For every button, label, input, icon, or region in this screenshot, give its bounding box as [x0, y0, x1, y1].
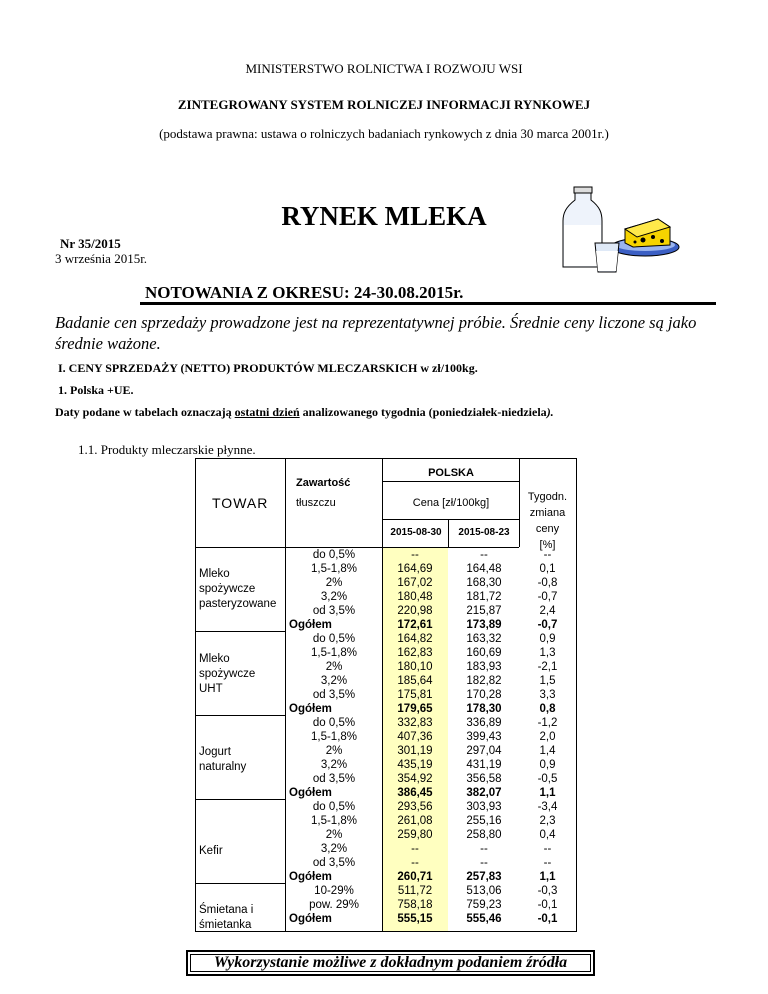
- fat-header-1: Zawartość: [296, 477, 351, 489]
- product-uht-milk: Mleko spożywcze UHT: [199, 653, 256, 695]
- table-cell-c: 2,3: [539, 815, 556, 827]
- table-cell-b: 182,82: [466, 675, 502, 687]
- source-notice: Wykorzystanie możliwe z dokładnym podaniem źródła: [186, 950, 595, 976]
- table-cell-b: 258,80: [466, 829, 502, 841]
- table-cell-fat: od 3,5%: [312, 773, 356, 785]
- table-cell-fat: Ogółem: [289, 619, 332, 631]
- period-heading: NOTOWANIA Z OKRESU: 24-30.08.2015r.: [145, 283, 464, 302]
- fat-header-2: tłuszczu: [296, 497, 336, 509]
- table-cell-a: 185,64: [397, 675, 433, 687]
- issue-number: Nr 35/2015: [60, 236, 121, 251]
- table-cell-a: 511,72: [397, 885, 433, 897]
- table-cell-b: 431,19: [466, 759, 502, 771]
- product-cream: Śmietana i śmietanka: [199, 904, 254, 931]
- country-header: POLSKA: [428, 467, 474, 479]
- table-cell-c: -3,4: [537, 801, 558, 813]
- table-cell-fat: do 0,5%: [312, 633, 356, 645]
- table-cell-a: 179,65: [397, 703, 433, 715]
- table-cell-c: 1,1: [539, 871, 556, 883]
- table-cell-a: 180,10: [397, 661, 433, 673]
- table-cell-c: --: [543, 857, 552, 869]
- table-cell-b: 257,83: [466, 871, 502, 883]
- table-cell-fat: 2%: [325, 661, 343, 673]
- table-cell-a: --: [411, 843, 419, 855]
- date-previous: 2015-08-23: [458, 527, 510, 538]
- table-cell-c: -0,7: [537, 591, 558, 603]
- table-cell-b: 356,58: [466, 773, 502, 785]
- dates-note: Daty podane w tabelach oznaczają ostatni dzień analizowanego tygodnia (poniedziałek-niedziela).: [55, 405, 554, 419]
- table-cell-fat: 1,5-1,8%: [310, 563, 358, 575]
- table-cell-b: 336,89: [466, 717, 502, 729]
- table-cell-c: 0,9: [539, 759, 556, 771]
- table-cell-b: 170,28: [466, 689, 502, 701]
- table-cell-b: 303,93: [466, 801, 502, 813]
- table-cell-b: 297,04: [466, 745, 502, 757]
- table-cell-c: -0,8: [537, 577, 558, 589]
- divider: [140, 302, 716, 305]
- table-cell-b: 178,30: [466, 703, 502, 715]
- table-cell-b: 382,07: [466, 787, 502, 799]
- table-cell-a: 354,92: [397, 773, 433, 785]
- table-cell-b: 759,23: [466, 899, 502, 911]
- table-cell-c: 1,3: [539, 647, 556, 659]
- table-cell-b: 173,89: [466, 619, 502, 631]
- table-cell-c: -0,3: [537, 885, 558, 897]
- table-cell-c: 1,4: [539, 745, 556, 757]
- table-cell-fat: 10-29%: [314, 885, 354, 897]
- table-cell-b: --: [480, 857, 488, 869]
- table-cell-fat: od 3,5%: [312, 605, 356, 617]
- table-cell-b: 215,87: [466, 605, 502, 617]
- table-cell-a: --: [411, 857, 419, 869]
- table-cell-c: 3,3: [539, 689, 556, 701]
- table-cell-a: 180,48: [397, 591, 433, 603]
- table-cell-b: 160,69: [466, 647, 502, 659]
- prices-table: [195, 458, 577, 932]
- table-cell-fat: 2%: [325, 829, 343, 841]
- table-cell-fat: Ogółem: [289, 787, 332, 799]
- table-cell-fat: od 3,5%: [312, 857, 356, 869]
- table-cell-fat: 3,2%: [320, 675, 348, 687]
- product-yogurt: Jogurt naturalny: [199, 746, 247, 773]
- table-cell-fat: 1,5-1,8%: [310, 815, 358, 827]
- table-cell-fat: 2%: [325, 577, 343, 589]
- table-cell-a: 301,19: [397, 745, 433, 757]
- table-cell-fat: 1,5-1,8%: [310, 647, 358, 659]
- table-cell-fat: Ogółem: [289, 703, 332, 715]
- table-cell-c: -0,1: [537, 899, 558, 911]
- table-cell-a: 175,81: [397, 689, 433, 701]
- table-cell-a: 164,69: [397, 563, 433, 575]
- table-cell-b: 555,46: [466, 913, 502, 925]
- table-cell-fat: 3,2%: [320, 843, 348, 855]
- table-cell-b: 183,93: [466, 661, 502, 673]
- table-cell-a: 435,19: [397, 759, 433, 771]
- intro-text: Badanie cen sprzedaży prowadzone jest na reprezentatywnej próbie. Średnie ceny liczone są jako średnie ważone.: [55, 313, 697, 353]
- table-cell-a: 162,83: [397, 647, 433, 659]
- product-kefir: Kefir: [199, 845, 223, 857]
- table-cell-b: --: [480, 843, 488, 855]
- table-cell-fat: 2%: [325, 745, 343, 757]
- table-cell-c: --: [543, 843, 552, 855]
- legal-basis: (podstawa prawna: ustawa o rolniczych badaniach rynkowych z dnia 30 marca 2001r.): [159, 126, 609, 141]
- price-header: Cena [zł/100kg]: [412, 497, 490, 509]
- table-cell-a: 259,80: [397, 829, 433, 841]
- table-cell-c: 0,9: [539, 633, 556, 645]
- table-cell-c: 2,4: [539, 605, 556, 617]
- table-cell-fat: 1,5-1,8%: [310, 731, 358, 743]
- table-cell-fat: do 0,5%: [312, 801, 356, 813]
- table-cell-c: 1,1: [539, 787, 556, 799]
- table-cell-a: --: [411, 549, 419, 561]
- system-name: ZINTEGROWANY SYSTEM ROLNICZEJ INFORMACJI RYNKOWEJ: [177, 97, 591, 112]
- table-cell-b: 399,43: [466, 731, 502, 743]
- table-cell-a: 407,36: [397, 731, 433, 743]
- table-cell-a: 172,61: [397, 619, 433, 631]
- table-cell-c: -0,7: [537, 619, 558, 631]
- table-cell-c: -0,1: [537, 913, 558, 925]
- table-cell-b: 181,72: [466, 591, 502, 603]
- table-cell-a: 164,82: [397, 633, 433, 645]
- table-cell-fat: Ogółem: [289, 871, 332, 883]
- table-cell-a: 386,45: [397, 787, 433, 799]
- table-cell-b: 164,48: [466, 563, 502, 575]
- table-cell-b: 168,30: [466, 577, 502, 589]
- product-pasteurized-milk: Mleko spożywcze pasteryzowane: [199, 568, 277, 610]
- product-header: TOWAR: [212, 495, 269, 511]
- date-current: 2015-08-30: [390, 527, 442, 538]
- table-cell-a: 220,98: [397, 605, 433, 617]
- table-cell-c: 0,4: [539, 829, 556, 841]
- issue-date: 3 września 2015r.: [55, 251, 148, 266]
- table-cell-c: -1,2: [537, 717, 558, 729]
- table-cell-a: 758,18: [397, 899, 433, 911]
- change-header: Tygodn. zmiana ceny [%]: [527, 491, 568, 551]
- table-cell-fat: od 3,5%: [312, 689, 356, 701]
- table-cell-fat: 3,2%: [320, 591, 348, 603]
- table-cell-b: 163,32: [466, 633, 502, 645]
- section-heading: I. CENY SPRZEDAŻY (NETTO) PRODUKTÓW MLECZARSKICH w zł/100kg.: [58, 361, 478, 375]
- table-cell-c: 0,8: [539, 703, 556, 715]
- table-cell-b: 255,16: [466, 815, 502, 827]
- subsection-heading: 1. Polska +UE.: [58, 383, 134, 397]
- table-cell-c: 0,1: [539, 563, 556, 575]
- page-title: RYNEK MLEKA: [281, 201, 487, 231]
- table-cell-b: 513,06: [466, 885, 502, 897]
- table-cell-a: 555,15: [397, 913, 433, 925]
- table-cell-fat: do 0,5%: [312, 717, 356, 729]
- table-caption: 1.1. Produkty mleczarskie płynne.: [78, 442, 256, 457]
- table-cell-fat: pow. 29%: [309, 899, 359, 911]
- table-cell-c: -0,5: [537, 773, 558, 785]
- table-cell-b: --: [480, 549, 488, 561]
- table-cell-c: 2,0: [539, 731, 556, 743]
- table-cell-a: 261,08: [397, 815, 433, 827]
- table-cell-c: 1,5: [539, 675, 556, 687]
- ministry-name: MINISTERSTWO ROLNICTWA I ROZWOJU WSI: [245, 61, 523, 76]
- table-cell-c: -2,1: [537, 661, 558, 673]
- table-cell-a: 293,56: [397, 801, 433, 813]
- table-cell-a: 167,02: [397, 577, 433, 589]
- table-cell-fat: Ogółem: [289, 913, 332, 925]
- table-cell-fat: do 0,5%: [312, 549, 356, 561]
- table-cell-fat: 3,2%: [320, 759, 348, 771]
- table-cell-c: --: [543, 549, 552, 561]
- table-cell-a: 260,71: [397, 871, 433, 883]
- table-cell-a: 332,83: [397, 717, 433, 729]
- milk-cheese-illustration: [555, 185, 680, 280]
